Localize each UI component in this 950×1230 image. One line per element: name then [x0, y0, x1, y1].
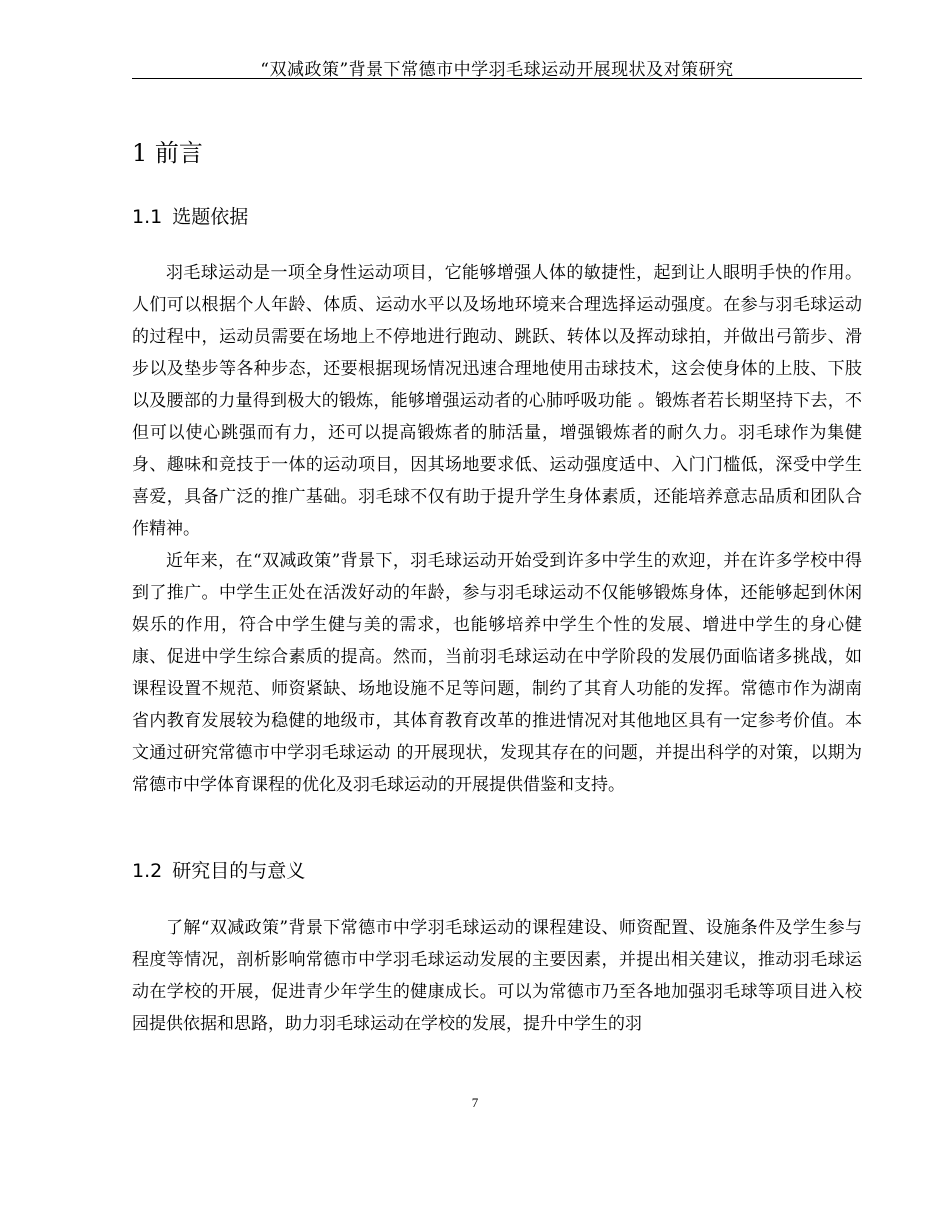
- section-heading-1-1: [132, 204, 248, 230]
- section-title: 研究目的与意义: [172, 860, 306, 882]
- paragraph: 了解“双减政策”背景下常德市中学羽毛球运动的课程建设、师资配置、设施条件及学生参与程度等情况，剖析影响常德市中学羽毛球运动发展的主要因素，并提出相关建议，推动羽毛球运动在学校的开展，促进青少年学生的健康成长。可以为常德市乃至各地加强羽毛球等项目进入校园提供依据和思路，助力羽毛球运动在学校的发展，提升中学生的羽: [132, 918, 862, 1034]
- section-heading-1-2: [132, 858, 305, 884]
- paragraph: 近年来，在“双减政策”背景下，羽毛球运动开始受到许多中学生的欢迎，并在许多学校中得到了推广。中学生正处在活泼好动的年龄，参与羽毛球运动不仅能够锻炼身体，还能够起到休闲娱乐的作用，符合中学生健与美的需求，也能够培养中学生个性的发展、增进中学生的身心健康、促进中学生综合素质的提高。然而，当前羽毛球运动在中学阶段的发展仍面临诸多挑战，如课程设置不规范、师资紧缺、场地设施不足等问题，制约了其育人功能的发挥。常德市作为湖南省内教育发展较为稳健的地级市，其体育教育改革的推进情况对其他地区具有一定参考价值。本文通过研究常德市中学羽毛球运动 的开展现状，发现其存在的问题，并提出科学的对策，以期为常德市中学体育课程的优化及羽毛球运动的开展提供借鉴和支持。: [132, 551, 862, 795]
- chapter-title: 1 前言: [132, 139, 203, 167]
- section-number: 1.2: [132, 860, 163, 882]
- paragraph: 羽毛球运动是一项全身性运动项目，它能够增强人体的敏捷性，起到让人眼明手快的作用。人们可以根据个人年龄、体质、运动水平以及场地环境来合理选择运动强度。在参与羽毛球运动的过程中，运动员需要在场地上不停地进行跑动、跳跃、转体以及挥动球拍，并做出弓箭步、滑步以及垫步等各种步态，还要根据现场情况迅速合理地使用击球技术，这会使身体的上肢、下肢以及腰部的力量得到极大的锻炼，能够增强运动者的心肺呼吸功能 。锻炼者若长期坚持下去，不但可以使心跳强而有力，还可以提高锻炼者的肺活量，增强锻炼者的耐久力。羽毛球作为集健身、趣味和竞技于一体的运动项目，因其场地要求低、运动强度适中、入门门槛低，深受中学生喜爱，具备广泛的推广基础。羽毛球不仅有助于提升学生身体素质，还能培养意志品质和团队合作精神。: [132, 263, 862, 539]
- section-title: 选题依据: [172, 206, 249, 228]
- running-header: “双减政策”背景下常德市中学羽毛球运动开展现状及对策研究: [260, 60, 734, 80]
- page-number: 7: [471, 1095, 479, 1110]
- section-number: 1.1: [132, 206, 163, 228]
- header-rule: [132, 78, 862, 79]
